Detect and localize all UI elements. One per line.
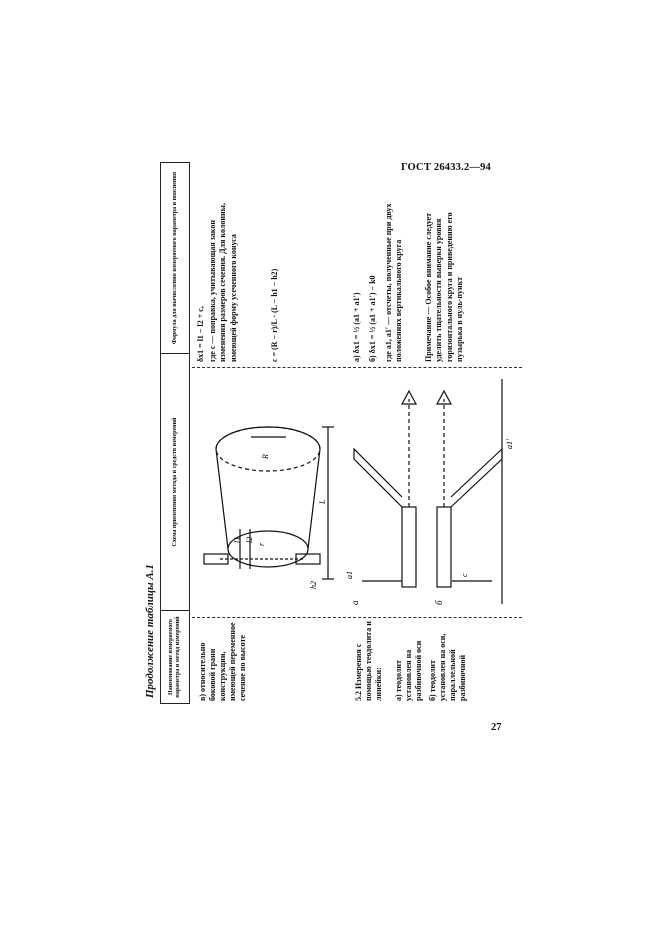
label-b: б xyxy=(434,600,444,605)
formula-note: Примечание — Особое внимание следует уделить тщательности выверки уровня горизонтального круга и приведению его пузырька в нуль-пункт xyxy=(424,212,465,362)
formula-f2-note: где a1, a1′ — отсчеты, полученные при двух положениях вертикального круга xyxy=(384,203,404,362)
row-label-side-face: в) относительно боковой грани конструкции, имеющей переменное сечение по высоте xyxy=(198,622,247,701)
label-l1: l1 xyxy=(233,536,242,543)
row-label-on-axis: а) теодолит установлен на разбивочной оси xyxy=(394,640,423,701)
formula-f1: δx1 = l1 − l2 + c, xyxy=(196,306,205,362)
table-body xyxy=(192,184,522,704)
label-a1p: a1' xyxy=(505,439,514,449)
label-R: R xyxy=(261,454,270,459)
label-c: c xyxy=(460,573,469,577)
rotated-table-page xyxy=(144,171,524,704)
column-header-parameter: Наименование измеряемого параметра и метод измерений xyxy=(161,611,190,704)
formula-f1-c: c = (R − r)/L · (L − h1 − h2) xyxy=(270,268,279,362)
column-header-scheme: Схема применения метода и средств измерений xyxy=(161,354,190,611)
cone-column-diagram xyxy=(196,374,336,609)
label-a: a xyxy=(350,600,360,605)
column-header-formula: Формула для вычисления измеряемого параметра и пояснения xyxy=(161,163,190,354)
page-number: 27 xyxy=(491,722,502,733)
formula-f2a: а) δx1 = ½ (a1 + a1′) xyxy=(352,292,361,362)
formula-f2b: б) δx1 = ½ (a1 + a1′) − k0 xyxy=(368,275,377,362)
table-caption: Продолжение таблицы А.1 xyxy=(144,564,156,698)
row-label-parallel-axis: б) теодолит установлен на оси, параллельной разбивочной xyxy=(428,633,467,701)
formula-f1-note: где c — поправка, учитывающая закон изменения размеров сечения. Для колонны, имеющей форму усеченного конуса xyxy=(208,203,238,362)
label-a1: a1 xyxy=(345,571,354,579)
theodolite-diagram xyxy=(342,374,517,609)
label-L: L xyxy=(318,499,327,504)
table-header xyxy=(160,162,190,704)
column-divider xyxy=(192,367,522,368)
label-h2: h2 xyxy=(309,581,318,589)
column-divider xyxy=(192,617,522,618)
standard-header: ГОСТ 26433.2—94 xyxy=(400,162,491,173)
label-l2: l2 xyxy=(245,536,254,543)
row-label-theodolite: 5.2 Измерения с помощью теодолита и линейки: xyxy=(354,621,383,701)
label-r: r xyxy=(257,542,266,546)
